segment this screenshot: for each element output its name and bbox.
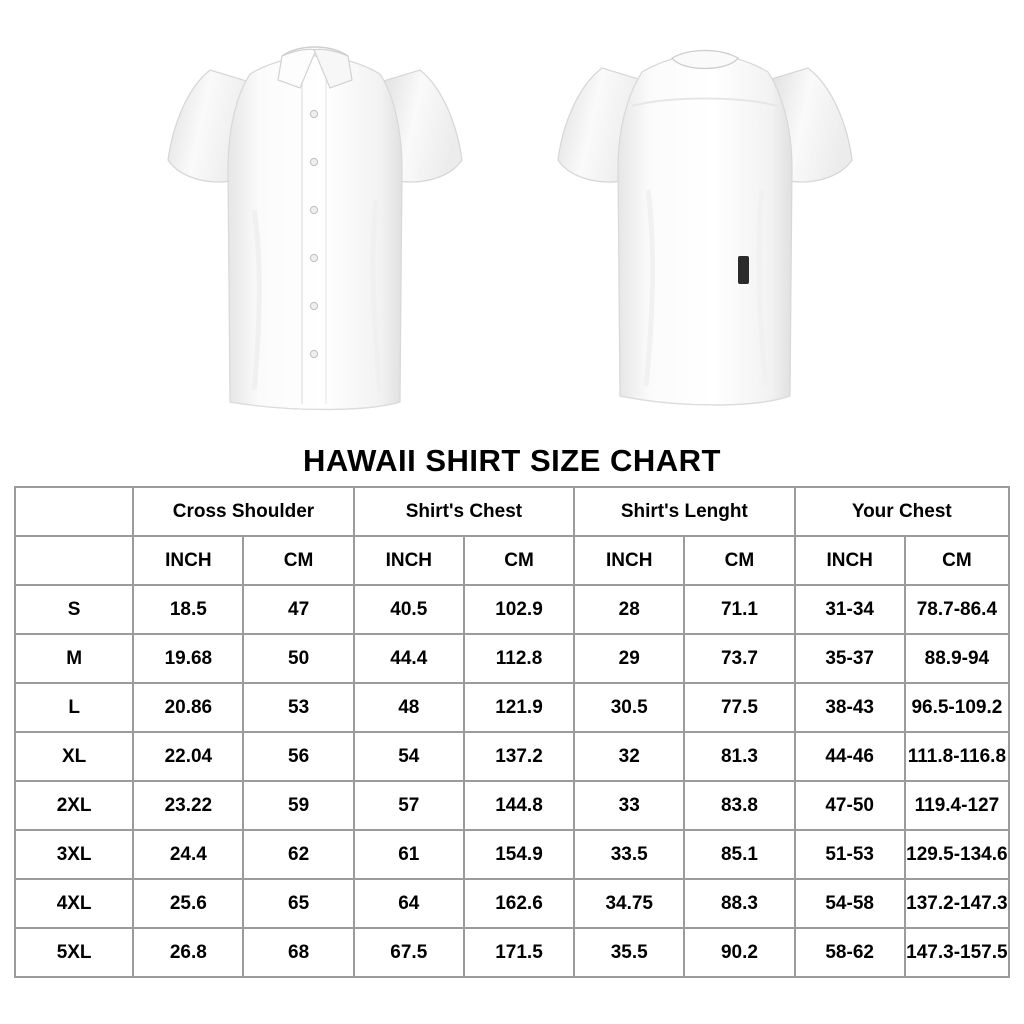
table-cell: 24.4 [133,830,243,879]
table-cell: 154.9 [464,830,574,879]
table-cell: 78.7-86.4 [905,585,1009,634]
table-cell: 32 [574,732,684,781]
table-cell: 137.2 [464,732,574,781]
shirt-illustrations [0,0,1024,445]
table-cell: 137.2-147.3 [905,879,1009,928]
table-cell: 121.9 [464,683,574,732]
table-cell: 40.5 [354,585,464,634]
table-cell: 90.2 [684,928,794,977]
table-cell: 29 [574,634,684,683]
table-cell: 47-50 [795,781,905,830]
unit-header-cm-3: CM [684,536,794,585]
table-cell: 65 [243,879,353,928]
table-cell: 171.5 [464,928,574,977]
size-label-cell: 5XL [15,928,133,977]
table-cell: 64 [354,879,464,928]
table-row [15,879,1009,928]
table-cell: 47 [243,585,353,634]
table-cell: 51-53 [795,830,905,879]
table-body [15,585,1009,977]
corner-cell-2 [15,536,133,585]
table-cell: 19.68 [133,634,243,683]
size-table-container [0,486,1024,978]
table-cell: 68 [243,928,353,977]
table-cell: 44.4 [354,634,464,683]
table-cell: 33 [574,781,684,830]
table-cell: 35.5 [574,928,684,977]
table-cell: 26.8 [133,928,243,977]
table-cell: 81.3 [684,732,794,781]
table-row [15,928,1009,977]
table-cell: 73.7 [684,634,794,683]
table-cell: 85.1 [684,830,794,879]
table-cell: 102.9 [464,585,574,634]
shirt-front-image [150,10,480,430]
table-cell: 77.5 [684,683,794,732]
unit-header-cm-1: CM [243,536,353,585]
table-cell: 28 [574,585,684,634]
table-cell: 22.04 [133,732,243,781]
table-group-header-row [15,487,1009,536]
size-label-cell: S [15,585,133,634]
table-cell: 33.5 [574,830,684,879]
unit-header-cm-4: CM [905,536,1009,585]
table-row [15,585,1009,634]
table-cell: 30.5 [574,683,684,732]
table-cell: 67.5 [354,928,464,977]
table-cell: 129.5-134.6 [905,830,1009,879]
table-cell: 20.86 [133,683,243,732]
group-header-your-chest: Your Chest [795,487,1009,536]
table-cell: 57 [354,781,464,830]
page-title: HAWAII SHIRT SIZE CHART [303,443,721,478]
table-unit-header-row [15,536,1009,585]
table-cell: 119.4-127 [905,781,1009,830]
unit-header-inch-4: INCH [795,536,905,585]
table-cell: 56 [243,732,353,781]
table-cell: 162.6 [464,879,574,928]
table-cell: 144.8 [464,781,574,830]
table-cell: 48 [354,683,464,732]
table-cell: 88.3 [684,879,794,928]
table-row [15,830,1009,879]
table-cell: 88.9-94 [905,634,1009,683]
table-row [15,732,1009,781]
table-row [15,683,1009,732]
table-cell: 31-34 [795,585,905,634]
table-cell: 112.8 [464,634,574,683]
table-cell: 25.6 [133,879,243,928]
corner-cell [15,487,133,536]
table-cell: 38-43 [795,683,905,732]
size-chart-table [14,486,1010,978]
table-cell: 71.1 [684,585,794,634]
table-cell: 53 [243,683,353,732]
size-label-cell: 4XL [15,879,133,928]
table-row [15,781,1009,830]
table-cell: 96.5-109.2 [905,683,1009,732]
table-cell: 54 [354,732,464,781]
table-cell: 54-58 [795,879,905,928]
table-cell: 62 [243,830,353,879]
unit-header-cm-2: CM [464,536,574,585]
table-cell: 44-46 [795,732,905,781]
table-row [15,634,1009,683]
table-cell: 61 [354,830,464,879]
unit-header-inch-1: INCH [133,536,243,585]
group-header-cross-shoulder: Cross Shoulder [133,487,353,536]
table-cell: 23.22 [133,781,243,830]
size-label-cell: 2XL [15,781,133,830]
size-label-cell: XL [15,732,133,781]
table-cell: 83.8 [684,781,794,830]
table-cell: 111.8-116.8 [905,732,1009,781]
table-cell: 35-37 [795,634,905,683]
size-label-cell: M [15,634,133,683]
table-cell: 147.3-157.5 [905,928,1009,977]
shirt-back-image [540,10,870,430]
table-cell: 18.5 [133,585,243,634]
group-header-shirts-length: Shirt's Lenght [574,487,794,536]
group-header-shirts-chest: Shirt's Chest [354,487,574,536]
table-cell: 59 [243,781,353,830]
size-label-cell: L [15,683,133,732]
unit-header-inch-3: INCH [574,536,684,585]
table-cell: 50 [243,634,353,683]
table-cell: 34.75 [574,879,684,928]
size-label-cell: 3XL [15,830,133,879]
unit-header-inch-2: INCH [354,536,464,585]
table-cell: 58-62 [795,928,905,977]
